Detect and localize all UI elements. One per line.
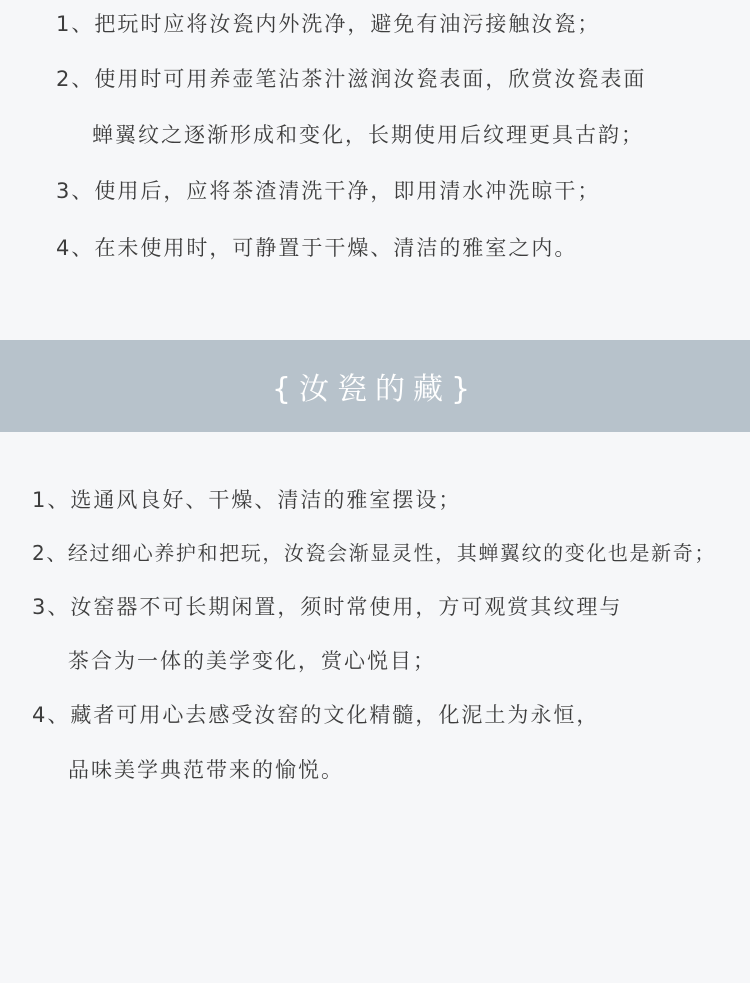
collection-section-title: {汝瓷的藏} bbox=[271, 372, 479, 407]
care-item-2: 2、使用时可用养壶笔沾茶汁滋润汝瓷表面，欣赏汝瓷表面 bbox=[56, 67, 647, 91]
collect-item-1: 1、选通风良好、干燥、清洁的雅室摆设； bbox=[32, 488, 462, 512]
collect-item-4-continued: 品味美学典范带来的愉悦。 bbox=[68, 758, 344, 782]
care-item-2-continued: 蝉翼纹之逐渐形成和变化，长期使用后纹理更具古韵； bbox=[92, 123, 644, 147]
collection-section-banner bbox=[0, 340, 750, 432]
collection-instructions-section bbox=[0, 432, 750, 983]
collect-item-2: 2、经过细心养护和把玩，汝瓷会渐显灵性，其蝉翼纹的变化也是新奇； bbox=[32, 541, 716, 565]
care-instructions-section bbox=[0, 0, 750, 340]
care-item-3: 3、使用后，应将茶渣清洗干净，即用清水冲洗晾干； bbox=[56, 179, 601, 203]
collect-item-3: 3、汝窑器不可长期闲置，须时常使用，方可观赏其纹理与 bbox=[32, 595, 623, 619]
care-item-4: 4、在未使用时，可静置于干燥、清洁的雅室之内。 bbox=[56, 236, 578, 260]
collect-item-4: 4、藏者可用心去感受汝窑的文化精髓，化泥土为永恒， bbox=[32, 703, 600, 727]
care-item-1: 1、把玩时应将汝瓷内外洗净，避免有油污接触汝瓷； bbox=[56, 12, 601, 36]
collect-item-3-continued: 茶合为一体的美学变化，赏心悦目； bbox=[68, 649, 436, 673]
